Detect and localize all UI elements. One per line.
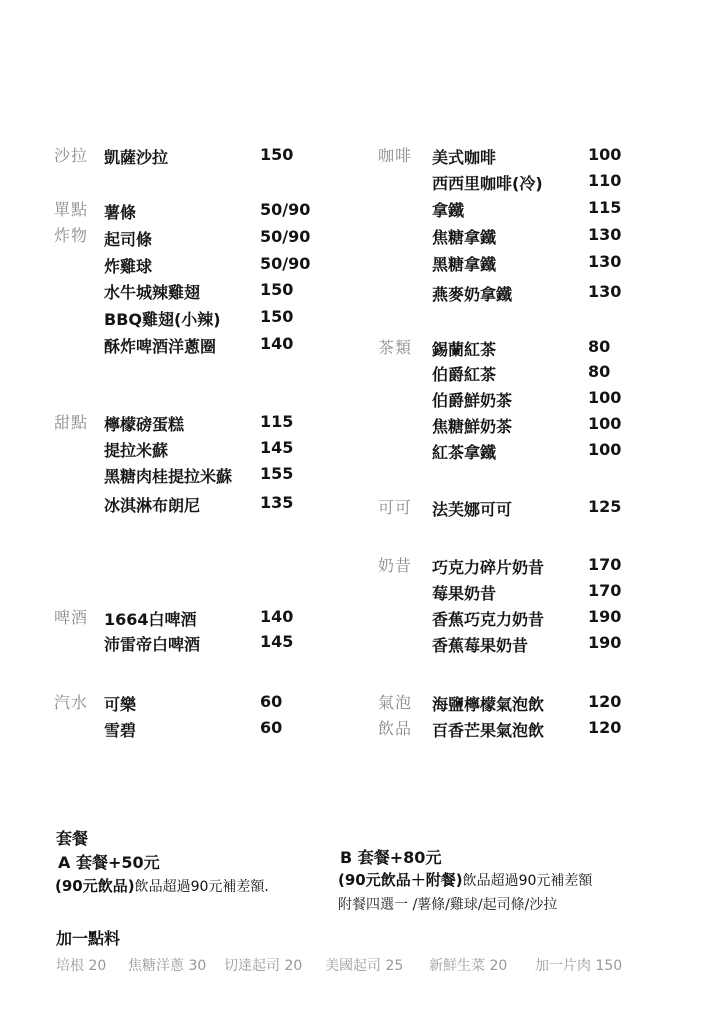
menu-item-name: 凱薩沙拉 — [104, 148, 169, 167]
addon-item: 美國起司 25 — [325, 958, 404, 974]
menu-item-price: 50/90 — [260, 200, 311, 219]
category-label-line: 奶昔 — [378, 556, 413, 575]
menu-item-name: 巧克力碎片奶昔 — [432, 558, 545, 577]
left-category-label — [54, 410, 88, 436]
menu-item-price: 50/90 — [260, 254, 311, 273]
combo-b-description — [338, 869, 592, 890]
menu-item-price: 120 — [588, 718, 622, 737]
menu-item-price: 60 — [260, 692, 283, 711]
category-label-line: 氣泡 — [378, 693, 413, 712]
menu-item-price: 110 — [588, 171, 622, 190]
menu-item-price: 115 — [588, 198, 622, 217]
category-label-line: 甜點 — [54, 413, 89, 432]
addon-item: 焦糖洋蔥 30 — [128, 958, 207, 974]
menu-item-price: 170 — [588, 555, 622, 574]
combo-b-title: B 套餐+80元 — [340, 848, 442, 867]
category-label-line: 汽水 — [54, 693, 89, 712]
category-label-line: 啤酒 — [54, 608, 89, 627]
addons-heading: 加一點料 — [56, 929, 121, 948]
menu-item-name: 提拉米蘇 — [104, 441, 169, 460]
menu-item-name: 炸雞球 — [104, 257, 153, 276]
combo-b-desc-bold: (90元飲品＋附餐) — [338, 871, 463, 889]
right-category-label — [378, 495, 412, 521]
menu-item-name: 美式咖啡 — [432, 148, 497, 167]
menu-item-name: 1664白啤酒 — [104, 610, 197, 629]
menu-item-name: 伯爵鮮奶茶 — [432, 391, 513, 410]
combo-heading: 套餐 — [56, 829, 89, 848]
menu-item-name: 沛雷帝白啤酒 — [104, 635, 201, 654]
menu-item-price: 100 — [588, 414, 622, 433]
menu-item-name: 雪碧 — [104, 721, 137, 740]
category-label-line: 沙拉 — [54, 146, 89, 165]
menu-item-price: 135 — [260, 493, 294, 512]
menu-item-name: 焦糖鮮奶茶 — [432, 417, 513, 436]
addon-item: 切達起司 20 — [224, 958, 303, 974]
menu-item-price: 140 — [260, 334, 294, 353]
menu-item-price: 100 — [588, 145, 622, 164]
menu-item-name: 西西里咖啡(冷) — [432, 174, 543, 193]
menu-item-price: 115 — [260, 412, 294, 431]
menu-item-name: 黑糖拿鐵 — [432, 255, 497, 274]
menu-item-name: 起司條 — [104, 230, 153, 249]
addon-item: 加一片肉 150 — [535, 958, 623, 974]
right-category-label — [378, 143, 412, 169]
category-label-line: 可可 — [378, 498, 413, 517]
menu-item-price: 60 — [260, 718, 283, 737]
category-label-line: 單點 — [54, 200, 89, 219]
menu-item-price: 80 — [588, 362, 611, 381]
menu-item-price: 130 — [588, 225, 622, 244]
combo-a-title: A 套餐+50元 — [58, 853, 160, 872]
menu-item-price: 155 — [260, 464, 294, 483]
menu-item-price: 80 — [588, 337, 611, 356]
menu-item-price: 100 — [588, 440, 622, 459]
menu-item-name: 冰淇淋布朗尼 — [104, 496, 201, 515]
menu-item-name: 海鹽檸檬氣泡飲 — [432, 695, 545, 714]
menu-item-name: 燕麥奶拿鐵 — [432, 285, 513, 304]
right-category-label — [378, 690, 412, 742]
menu-item-name: 薯條 — [104, 203, 137, 222]
right-category-label — [378, 553, 412, 579]
menu-item-price: 170 — [588, 581, 622, 600]
category-label-line: 咖啡 — [378, 146, 413, 165]
category-label-line: 飲品 — [378, 719, 413, 738]
menu-item-name: 百香芒果氣泡飲 — [432, 721, 545, 740]
menu-item-price: 145 — [260, 438, 294, 457]
left-category-label — [54, 605, 88, 631]
menu-item-price: 150 — [260, 145, 294, 164]
left-category-label — [54, 197, 88, 249]
menu-item-price: 150 — [260, 280, 294, 299]
menu-item-name: 伯爵紅茶 — [432, 365, 497, 384]
menu-item-name: 香蕉巧克力奶昔 — [432, 610, 545, 629]
menu-item-price: 130 — [588, 282, 622, 301]
category-label-line: 炸物 — [54, 226, 89, 245]
menu-item-price: 125 — [588, 497, 622, 516]
menu-item-price: 120 — [588, 692, 622, 711]
menu-item-price: 50/90 — [260, 227, 311, 246]
combo-a-desc-bold: (90元飲品) — [55, 877, 135, 895]
menu-item-name: 香蕉莓果奶昔 — [432, 636, 529, 655]
menu-item-name: 焦糖拿鐵 — [432, 228, 497, 247]
menu-item-name: 法芙娜可可 — [432, 500, 513, 519]
menu-item-name: 黑糖肉桂提拉米蘇 — [104, 467, 233, 486]
category-label-line: 茶類 — [378, 338, 413, 357]
menu-item-name: 莓果奶昔 — [432, 584, 497, 603]
addon-item: 培根 20 — [56, 958, 107, 974]
menu-item-name: 檸檬磅蛋糕 — [104, 415, 185, 434]
combo-b-side-options: 附餐四選一 /薯條/雞球/起司條/沙拉 — [338, 897, 558, 913]
menu-item-name: BBQ雞翅(小辣) — [104, 310, 221, 329]
menu-item-name: 水牛城辣雞翅 — [104, 283, 201, 302]
combo-b-desc-text: 飲品超過90元補差額 — [462, 873, 593, 889]
right-category-label — [378, 335, 412, 361]
menu-item-name: 拿鐵 — [432, 201, 465, 220]
menu-item-price: 145 — [260, 632, 294, 651]
menu-item-price: 100 — [588, 388, 622, 407]
menu-item-price: 130 — [588, 252, 622, 271]
left-category-label — [54, 143, 88, 169]
menu-item-price: 190 — [588, 633, 622, 652]
menu-item-price: 140 — [260, 607, 294, 626]
menu-item-price: 150 — [260, 307, 294, 326]
combo-a-description — [55, 875, 269, 896]
menu-item-name: 錫蘭紅茶 — [432, 340, 497, 359]
menu-item-name: 紅茶拿鐵 — [432, 443, 497, 462]
addon-item: 新鮮生菜 20 — [429, 958, 508, 974]
menu-item-name: 酥炸啤酒洋蔥圈 — [104, 337, 217, 356]
left-category-label — [54, 690, 88, 716]
menu-item-price: 190 — [588, 607, 622, 626]
menu-item-name: 可樂 — [104, 695, 137, 714]
combo-a-desc-text: 飲品超過90元補差額. — [134, 879, 269, 895]
